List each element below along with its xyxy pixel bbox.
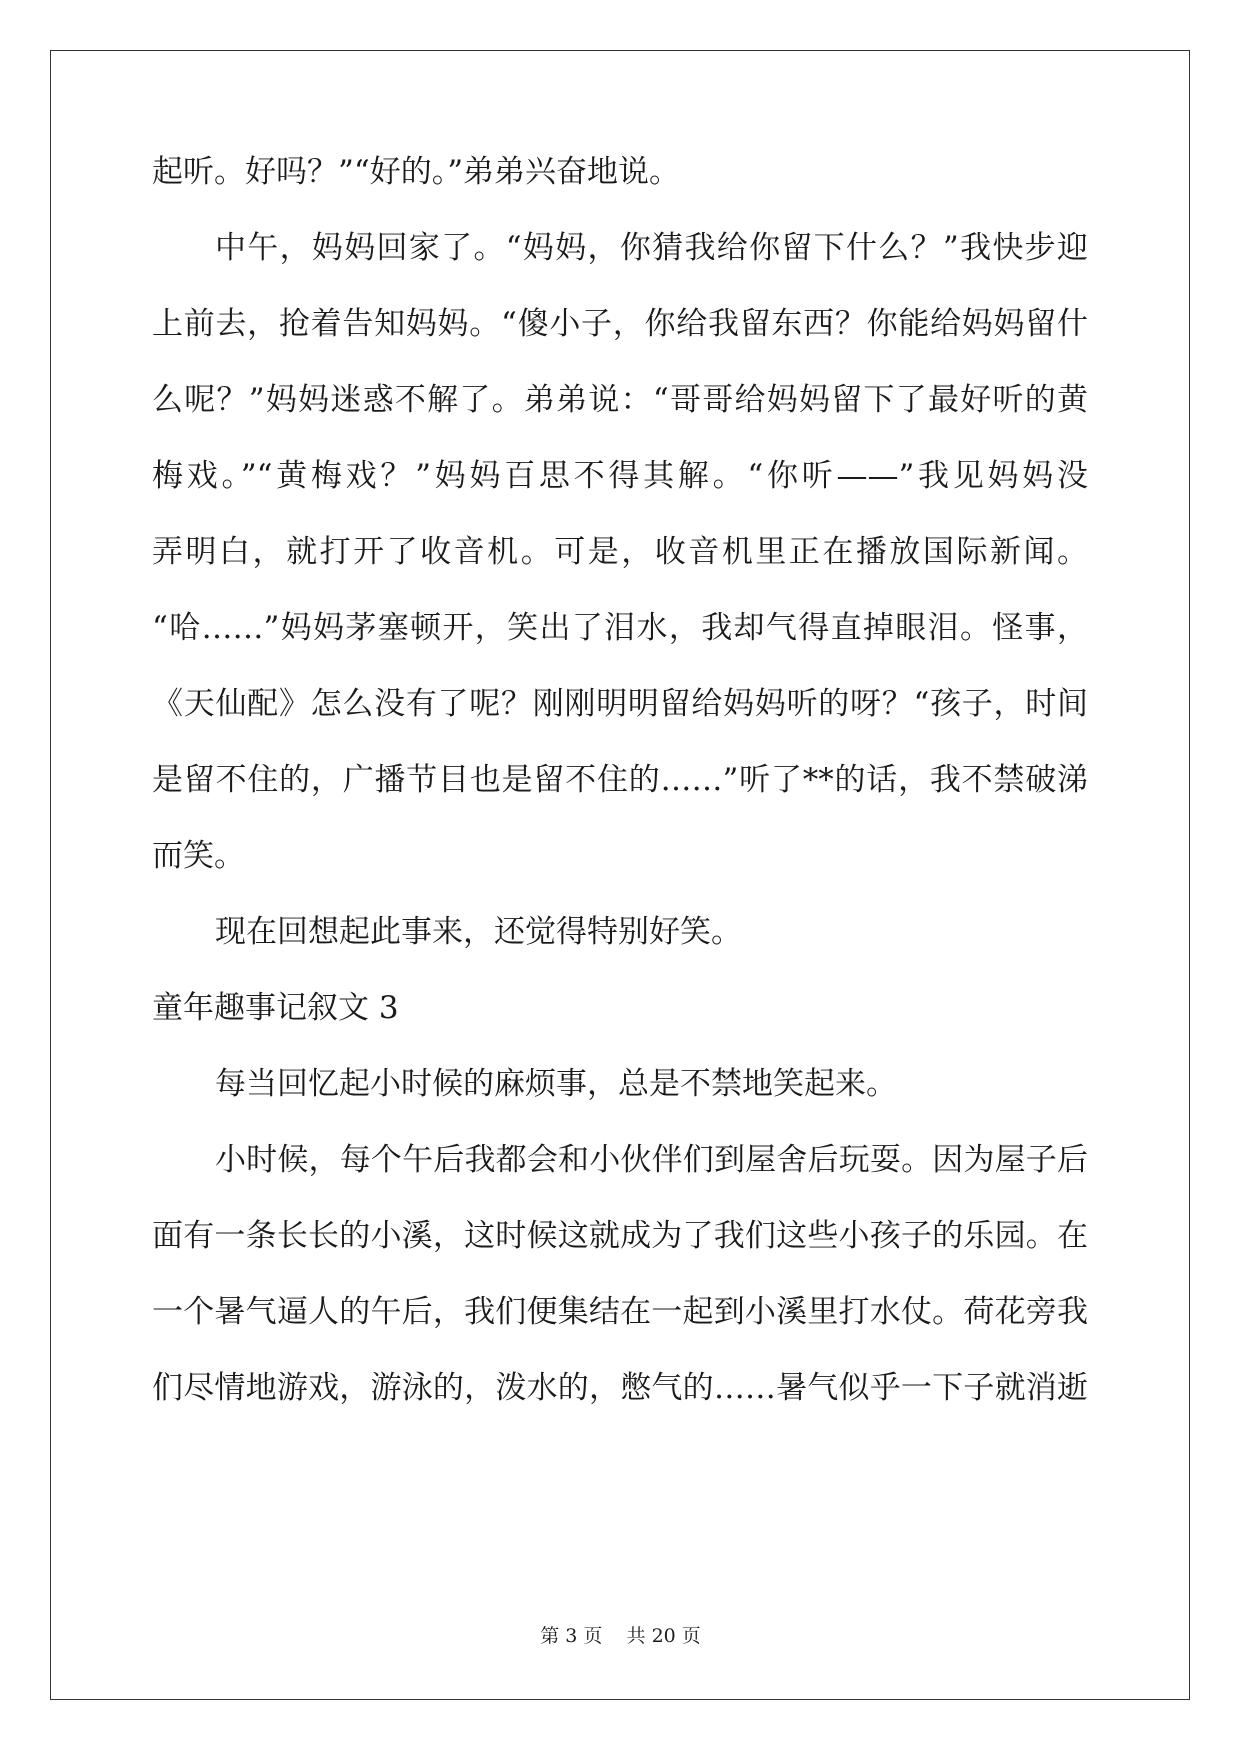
text-line: 上前去，抢着告知妈妈。“傻小子，你给我留东西？你能给妈妈留什 — [152, 306, 1088, 342]
text-line: 们尽情地游戏，游泳的，泼水的，憋气的……暑气似乎一下子就消逝 — [152, 1370, 1088, 1406]
text-line: “哈……”妈妈茅塞顿开，笑出了泪水，我却气得直掉眼泪。怪事， — [152, 610, 1088, 646]
text-line: 《天仙配》怎么没有了呢？刚刚明明留给妈妈听的呀？“孩子，时间 — [152, 686, 1088, 722]
text-line: 弄明白，就打开了收音机。可是，收音机里正在播放国际新闻。 — [152, 534, 1088, 570]
page-number: 第 3 页 — [540, 1625, 603, 1647]
text-line: 梅戏。”“黄梅戏？”妈妈百思不得其解。“你听——”我见妈妈没 — [152, 458, 1088, 494]
text-line: 起听。好吗？”“好的。”弟弟兴奋地说。 — [152, 154, 681, 190]
text-line: 么呢？”妈妈迷惑不解了。弟弟说：“哥哥给妈妈留下了最好听的黄 — [152, 382, 1088, 418]
paragraph-first-line: 中午，妈妈回家了。“妈妈，你猜我给你留下什么？”我快步迎 — [215, 230, 1088, 266]
text-line: 而笑。 — [152, 838, 245, 874]
paragraph-first-line: 小时候，每个午后我都会和小伙伴们到屋舍后玩耍。因为屋子后 — [215, 1142, 1088, 1178]
paragraph-first-line: 现在回想起此事来，还觉得特别好笑。 — [215, 914, 742, 950]
page-footer — [0, 1624, 1241, 1648]
text-line: 是留不住的，广播节目也是留不住的……”听了**的话，我不禁破涕 — [152, 762, 1088, 798]
text-line: 面有一条长长的小溪，这时候这就成为了我们这些小孩子的乐园。在 — [152, 1218, 1088, 1254]
text-line: 一个暑气逼人的午后，我们便集结在一起到小溪里打水仗。荷花旁我 — [152, 1294, 1088, 1330]
paragraph-first-line: 每当回忆起小时候的麻烦事，总是不禁地笑起来。 — [215, 1066, 897, 1102]
section-heading: 童年趣事记叙文 3 — [152, 990, 399, 1026]
page-total: 共 20 页 — [626, 1625, 701, 1647]
